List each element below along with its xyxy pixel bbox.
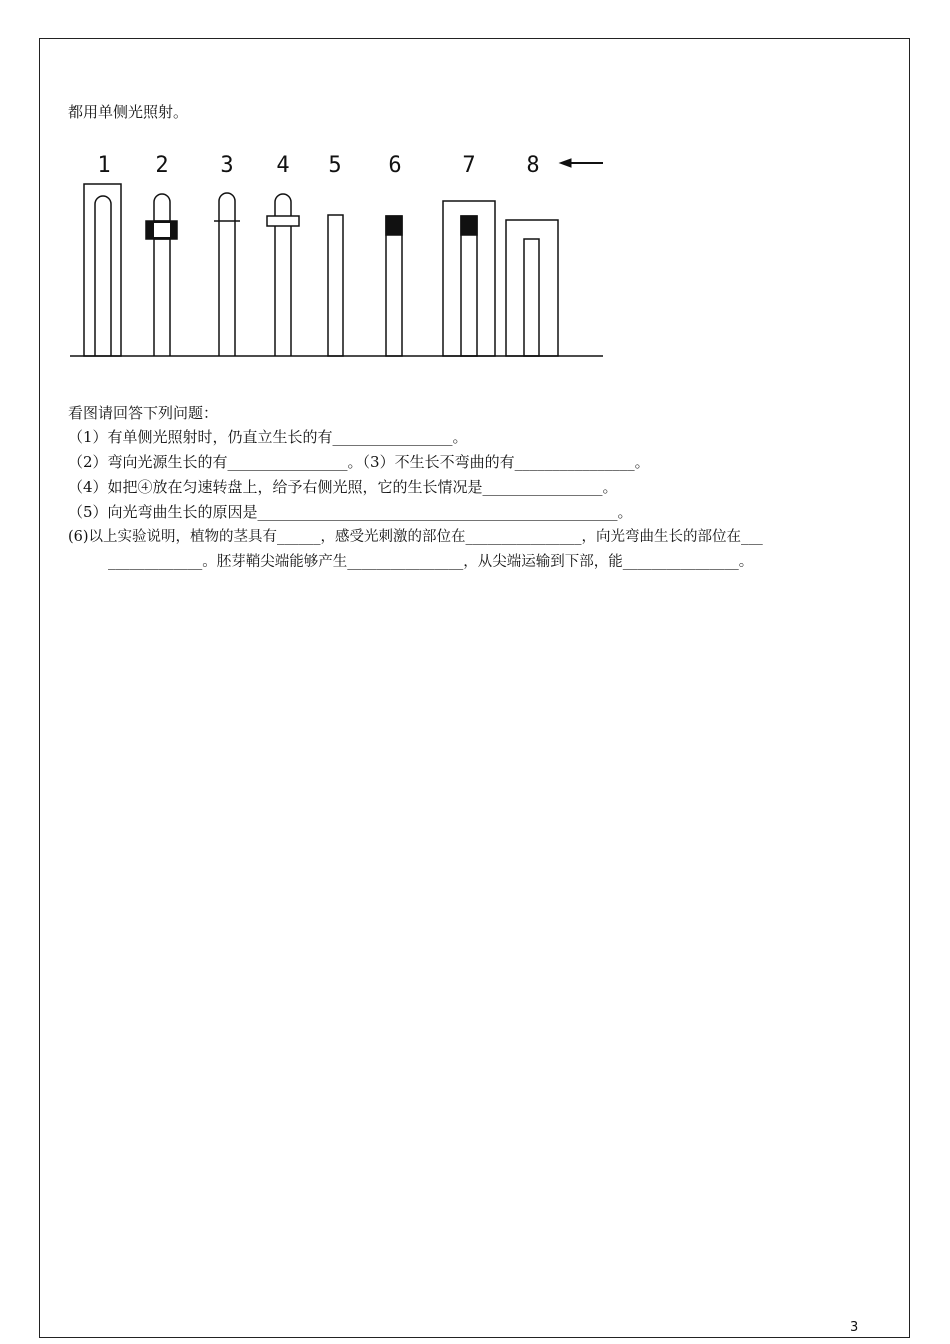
- figure-label-1: 1: [97, 153, 111, 178]
- figure-label-5: 5: [328, 153, 342, 178]
- experiment-figure: [68, 140, 608, 365]
- seedling-8: [506, 220, 558, 356]
- figure-label-3: 3: [220, 153, 234, 178]
- figure-label-7: 7: [462, 153, 476, 178]
- question-4: （4）如把④放在匀速转盘上，给予右侧光照，它的生长情况是________________。: [68, 478, 618, 496]
- figure-label-4: 4: [276, 153, 290, 178]
- seedling-4: [267, 194, 299, 356]
- figure-label-2: 2: [155, 153, 169, 178]
- figure-label-6: 6: [388, 153, 402, 178]
- question-6-line-1: (6)以上实验说明，植物的茎具有______，感受光刺激的部位在________________，向光弯曲生长的部位在___: [68, 529, 763, 545]
- intro-text: 都用单侧光照射。: [68, 103, 189, 121]
- seedling-1: [84, 184, 121, 356]
- question-6-line-2: _____________。胚芽鞘尖端能够产生________________，从尖端运输到下部，能________________。: [108, 554, 754, 570]
- question-1: （1）有单侧光照射时，仍直立生长的有________________。: [68, 428, 468, 446]
- seedling-3: [214, 193, 240, 356]
- seedling-5: [328, 215, 343, 356]
- questions-title: 看图请回答下列问题：: [68, 404, 219, 422]
- page-number: 3: [850, 1320, 859, 1335]
- question-2-3: （2）弯向光源生长的有________________。（3）不生长不弯曲的有________________。: [68, 453, 650, 471]
- question-5: （5）向光弯曲生长的原因是________________________________________________。: [68, 503, 633, 521]
- seedling-6: [386, 216, 402, 356]
- seedling-2: [146, 194, 177, 356]
- figure-label-8: 8: [526, 153, 540, 178]
- left-arrow-icon: [560, 159, 603, 167]
- seedling-7: [443, 201, 495, 356]
